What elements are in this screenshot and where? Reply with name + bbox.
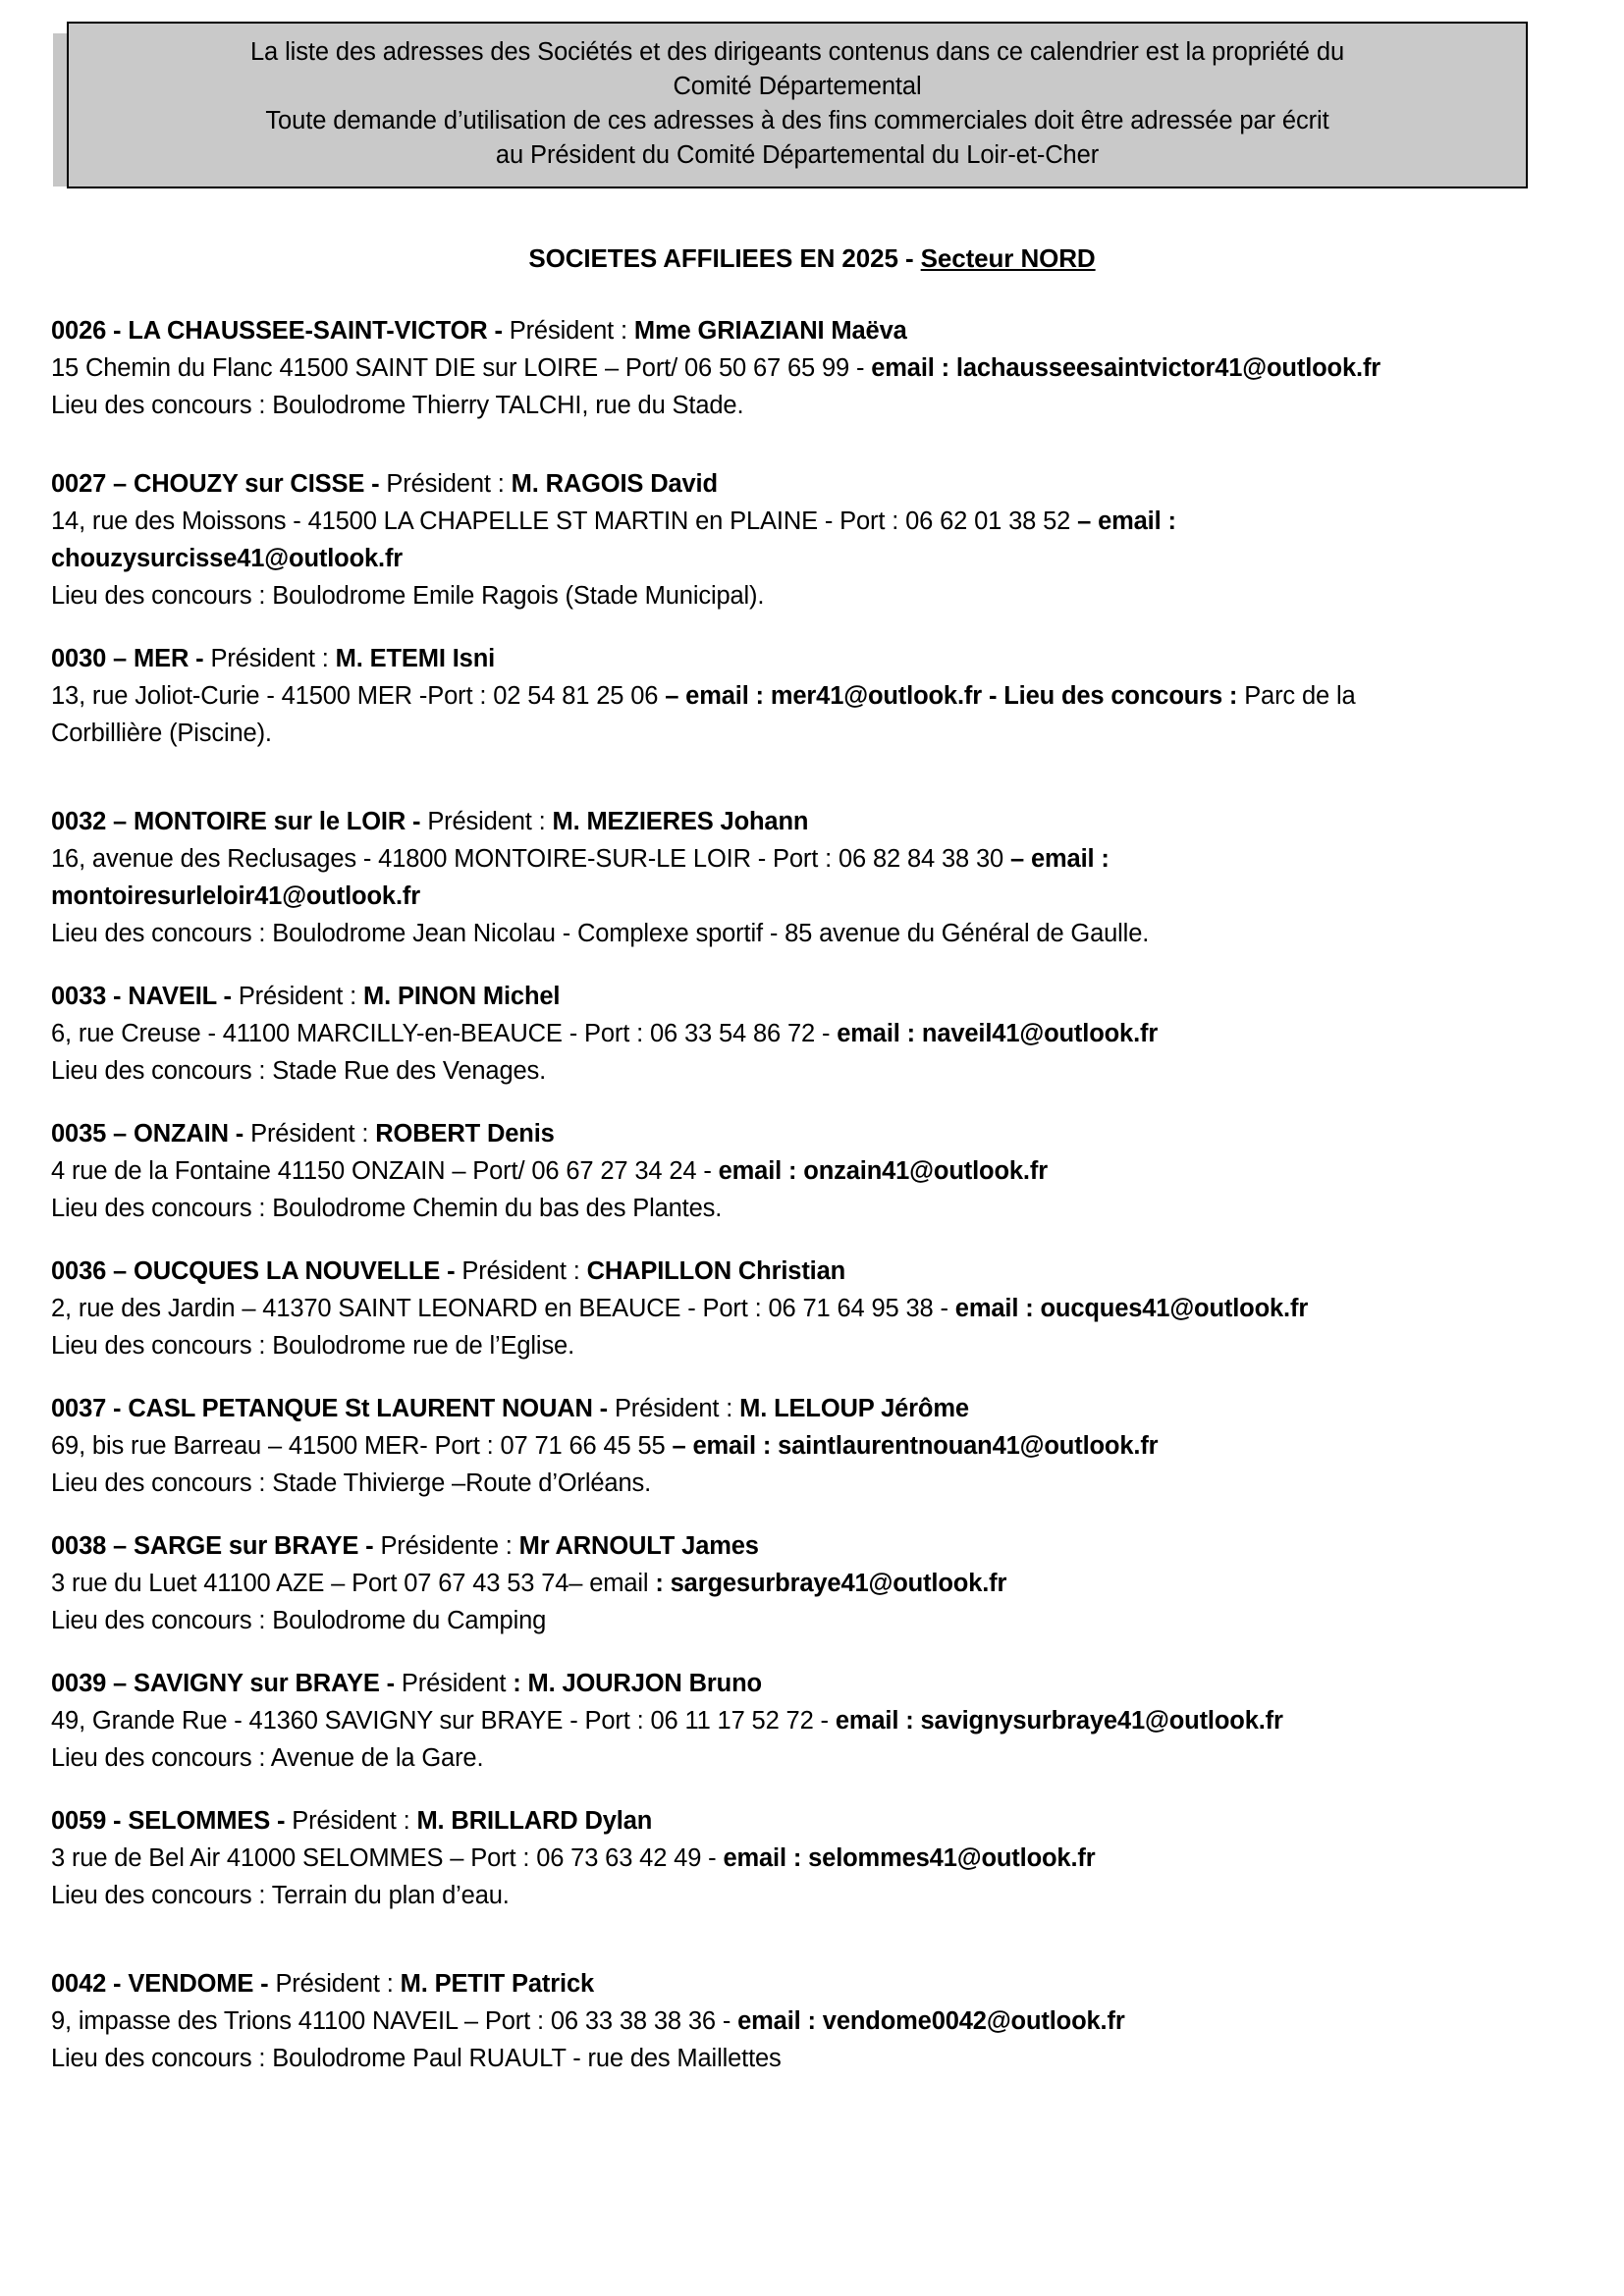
- notice-box: [67, 22, 1528, 188]
- society-name: 0039 – SAVIGNY sur BRAYE -: [51, 1670, 402, 1697]
- page-title: [0, 243, 1624, 274]
- society-venue-line: Lieu des concours : Avenue de la Gare.: [51, 1744, 484, 1772]
- entry-spacer: [51, 952, 1577, 978]
- entry-spacer: [51, 1502, 1577, 1527]
- president-name: M. LELOUP Jérôme: [739, 1395, 969, 1422]
- society-email: – email :: [1010, 845, 1110, 873]
- society-email: email : vendome0042@outlook.fr: [737, 2007, 1125, 2035]
- copyright-notice: [67, 22, 1528, 188]
- president-label: Président :: [210, 645, 336, 672]
- president-label: Président :: [250, 1120, 376, 1148]
- society-header-line: [51, 1965, 1577, 2002]
- society-address-line: [51, 677, 1577, 715]
- society-email: email : savignysurbraye41@outlook.fr: [835, 1707, 1283, 1735]
- society-email: email : lachausseesaintvictor41@outlook.fr: [871, 354, 1381, 382]
- society-name: 0026 - LA CHAUSSEE-SAINT-VICTOR -: [51, 317, 510, 345]
- page-title-sector: Secteur NORD: [920, 243, 1096, 273]
- society-entry: [51, 1390, 1577, 1502]
- society-address: 16, avenue des Reclusages - 41800 MONTOIRE-SUR-LE LOIR - Port : 06 82 84 38 30: [51, 845, 1011, 873]
- society-venue-line: Corbillière (Piscine).: [51, 720, 272, 747]
- society-header-line: [51, 978, 1577, 1015]
- society-entry: [51, 465, 1577, 614]
- society-email: email : onzain41@outlook.fr: [718, 1157, 1048, 1185]
- society-header-line: [51, 1253, 1577, 1290]
- society-name: 0030 – MER -: [51, 645, 211, 672]
- society-entry: [51, 640, 1577, 752]
- president-name: M. PINON Michel: [363, 983, 561, 1010]
- society-address: 14, rue des Moissons - 41500 LA CHAPELLE ST MARTIN en PLAINE - Port : 06 62 01 38 52: [51, 507, 1078, 535]
- society-header-line: [51, 1665, 1577, 1702]
- entry-spacer: [51, 1364, 1577, 1390]
- society-address-line: [51, 1015, 1577, 1052]
- society-address-line: [51, 2002, 1577, 2040]
- society-email: email : oucques41@outlook.fr: [954, 1295, 1309, 1322]
- president-label: Président :: [509, 317, 634, 345]
- page-title-main: SOCIETES AFFILIEES EN 2025 -: [528, 243, 921, 273]
- president-name: M. RAGOIS David: [511, 470, 718, 498]
- president-name: Mme GRIAZIANI Maëva: [633, 317, 907, 345]
- society-venue-line: Lieu des concours : Terrain du plan d’eau.: [51, 1882, 510, 1909]
- president-label: Président :: [386, 470, 512, 498]
- society-venue-line: Lieu des concours : Boulodrome rue de l’Eglise.: [51, 1332, 575, 1360]
- society-address-line: [51, 349, 1577, 387]
- society-address: 15 Chemin du Flanc 41500 SAINT DIE sur LOIRE – Port/ 06 50 67 65 99 -: [51, 354, 872, 382]
- society-name: 0042 - VENDOME -: [51, 1970, 276, 1998]
- society-name: 0035 – ONZAIN -: [51, 1120, 251, 1148]
- society-entry: [51, 1527, 1577, 1639]
- president-name: CHAPILLON Christian: [586, 1257, 846, 1285]
- entry-spacer: [51, 614, 1577, 640]
- president-name: M. BRILLARD Dylan: [416, 1807, 653, 1835]
- entry-spacer: [51, 752, 1577, 803]
- president-label: Président :: [238, 983, 363, 1010]
- president-name: ROBERT Denis: [375, 1120, 555, 1148]
- society-email-wrapped: montoiresurleloir41@outlook.fr: [51, 882, 420, 910]
- society-venue-line: Lieu des concours : Boulodrome Chemin du bas des Plantes.: [51, 1195, 723, 1222]
- society-entry: [51, 1115, 1577, 1227]
- society-name: 0037 - CASL PETANQUE St LAURENT NOUAN -: [51, 1395, 615, 1422]
- society-venue-inline: Parc de la: [1244, 682, 1356, 710]
- society-address-line: [51, 840, 1577, 878]
- society-header-line: [51, 1527, 1577, 1565]
- entry-spacer: [51, 424, 1577, 465]
- society-name: 0038 – SARGE sur BRAYE -: [51, 1532, 381, 1560]
- society-email: email : selommes41@outlook.fr: [723, 1844, 1096, 1872]
- society-address-line: [51, 1565, 1577, 1602]
- society-email: : sargesurbraye41@outlook.fr: [655, 1570, 1007, 1597]
- notice-line-3: Toute demande d’utilisation de ces adresses à des fins commerciales doit être adressée par écrit: [265, 107, 1329, 134]
- society-address-line: [51, 1840, 1577, 1877]
- society-name: 0036 – OUCQUES LA NOUVELLE -: [51, 1257, 462, 1285]
- society-venue-line: Lieu des concours : Boulodrome Jean Nicolau - Complexe sportif - 85 avenue du Général de Gaulle.: [51, 920, 1150, 947]
- society-entry: [51, 1965, 1577, 2077]
- society-email-wrapped: chouzysurcisse41@outlook.fr: [51, 545, 404, 572]
- society-header-line: [51, 312, 1577, 349]
- society-address-line: [51, 1290, 1577, 1327]
- president-label: Président :: [461, 1257, 587, 1285]
- president-name: Mr ARNOULT James: [518, 1532, 759, 1560]
- president-name: : M. JOURJON Bruno: [513, 1670, 762, 1697]
- society-entry: [51, 803, 1577, 952]
- society-header-line: [51, 803, 1577, 840]
- notice-line-1: La liste des adresses des Sociétés et des dirigeants contenus dans ce calendrier est la propriété du: [249, 38, 1345, 66]
- society-email: email : naveil41@outlook.fr: [837, 1020, 1159, 1047]
- president-name: M. ETEMI Isni: [335, 645, 496, 672]
- society-header-line: [51, 1115, 1577, 1152]
- society-address: 2, rue des Jardin – 41370 SAINT LEONARD en BEAUCE - Port : 06 71 64 95 38 -: [51, 1295, 955, 1322]
- society-entry: [51, 1802, 1577, 1914]
- notice-line-2: Comité Départemental: [673, 73, 922, 100]
- society-address: 13, rue Joliot-Curie - 41500 MER -Port : 02 54 81 25 06: [51, 682, 666, 710]
- society-email: – email :: [1077, 507, 1176, 535]
- society-entry: [51, 978, 1577, 1090]
- president-name: M. PETIT Patrick: [400, 1970, 595, 1998]
- society-email: – email : mer41@outlook.fr - Lieu des concours :: [665, 682, 1245, 710]
- society-address: 9, impasse des Trions 41100 NAVEIL – Port : 06 33 38 38 36 -: [51, 2007, 738, 2035]
- society-entry: [51, 312, 1577, 424]
- society-entry: [51, 1253, 1577, 1364]
- society-venue-line: Lieu des concours : Boulodrome Paul RUAULT - rue des Maillettes: [51, 2045, 782, 2072]
- president-label: Président :: [614, 1395, 740, 1422]
- society-address: 49, Grande Rue - 41360 SAVIGNY sur BRAYE - Port : 06 11 17 52 72 -: [51, 1707, 836, 1735]
- society-name: 0027 – CHOUZY sur CISSE -: [51, 470, 387, 498]
- notice-line-4: au Président du Comité Départemental du Loir-et-Cher: [495, 141, 1100, 169]
- president-label: Président :: [427, 808, 553, 835]
- president-name: M. MEZIERES Johann: [552, 808, 809, 835]
- entry-spacer: [51, 1914, 1577, 1965]
- society-address: 3 rue du Luet 41100 AZE – Port 07 67 43 53 74– email: [51, 1570, 656, 1597]
- president-label: Présidente :: [380, 1532, 519, 1560]
- society-header-line: [51, 1802, 1577, 1840]
- entry-spacer: [51, 1777, 1577, 1802]
- society-venue-line: Lieu des concours : Boulodrome du Camping: [51, 1607, 547, 1634]
- society-venue-line: Lieu des concours : Boulodrome Emile Ragois (Stade Municipal).: [51, 582, 765, 610]
- society-address-line: [51, 1702, 1577, 1739]
- society-venue-line: Lieu des concours : Stade Thivierge –Route d’Orléans.: [51, 1469, 652, 1497]
- society-entry: [51, 1665, 1577, 1777]
- entry-spacer: [51, 1090, 1577, 1115]
- society-address-line: [51, 1152, 1577, 1190]
- society-header-line: [51, 1390, 1577, 1427]
- societies-list: [51, 312, 1577, 2103]
- entry-spacer: [51, 1639, 1577, 1665]
- society-email: – email : saintlaurentnouan41@outlook.fr: [672, 1432, 1159, 1460]
- society-name: 0033 - NAVEIL -: [51, 983, 239, 1010]
- society-venue-line: Lieu des concours : Stade Rue des Venages.: [51, 1057, 547, 1085]
- society-address-line: [51, 503, 1577, 540]
- society-address-line: [51, 1427, 1577, 1465]
- entry-spacer: [51, 2077, 1577, 2103]
- society-header-line: [51, 465, 1577, 503]
- society-address: 6, rue Creuse - 41100 MARCILLY-en-BEAUCE - Port : 06 33 54 86 72 -: [51, 1020, 838, 1047]
- society-address: 4 rue de la Fontaine 41150 ONZAIN – Port/ 06 67 27 34 24 -: [51, 1157, 719, 1185]
- society-name: 0032 – MONTOIRE sur le LOIR -: [51, 808, 428, 835]
- society-address: 69, bis rue Barreau – 41500 MER- Port : 07 71 66 45 55: [51, 1432, 673, 1460]
- society-header-line: [51, 640, 1577, 677]
- entry-spacer: [51, 1227, 1577, 1253]
- society-address: 3 rue de Bel Air 41000 SELOMMES – Port : 06 73 63 42 49 -: [51, 1844, 724, 1872]
- president-label: Président :: [275, 1970, 401, 1998]
- president-label: Président :: [292, 1807, 417, 1835]
- society-name: 0059 - SELOMMES -: [51, 1807, 293, 1835]
- society-venue-line: Lieu des concours : Boulodrome Thierry TALCHI, rue du Stade.: [51, 392, 744, 419]
- president-label: Président: [401, 1670, 514, 1697]
